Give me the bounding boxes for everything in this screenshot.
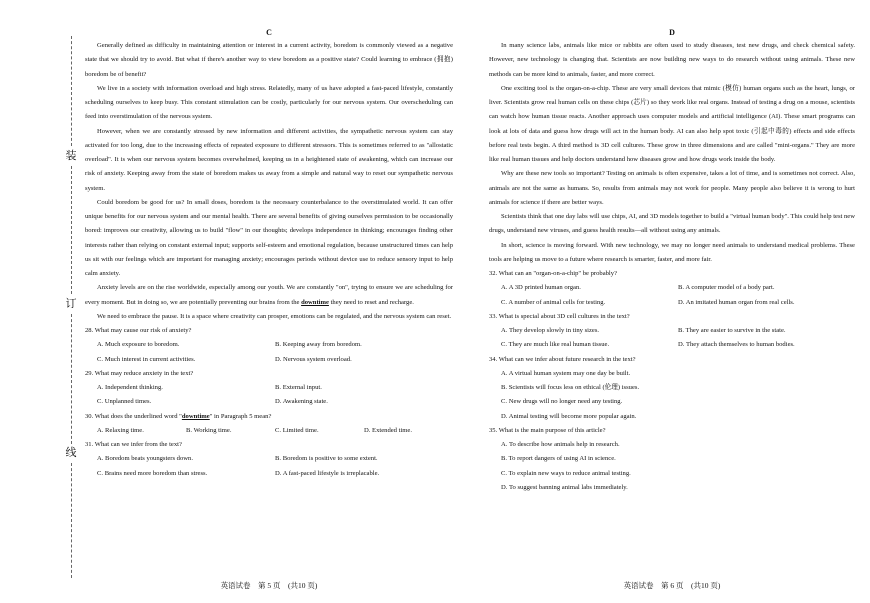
question-stem: 29. What may reduce anxiety in the text? [85,369,194,377]
option-c: C. Much interest in current activities. [97,355,196,363]
option-d: D. Nervous system overload. [275,355,352,363]
option-c: C. Limited time. [275,426,319,434]
question-32 [489,267,855,310]
option-b: B. External input. [275,384,322,391]
option-c: C. New drugs will no longer need any testing. [501,398,623,406]
question-stem: 32. What can an "organ-on-a-chip" be probably? [489,270,617,277]
passage-d-paragraph-4: Scientists think that one day labs will use chips, AI, and 3D models together to build a "virtual human body". This could help test new drugs, understand new viruses, and guess health results—all without using any animals. [489,213,855,235]
option-a: A. A virtual human system may one day be built. [501,369,631,377]
option-c: C. To explain new ways to reduce animal testing. [501,469,631,477]
question-stem: 28. What may cause our risk of anxiety? [85,327,192,334]
passage-d-paragraph-3: Why are these new tools so important? Testing on animals is often expensive, takes a lot of time, and is sometimes not correct. Also, animals are not the same as humans. So, results from animals may not work for people. Many people also believe it is wrong to hurt animals for science if there are better ways. [489,170,855,206]
option-d: D. To suggest banning animal labs immediately. [501,483,628,491]
option-c: C. Unplanned times. [97,398,152,406]
underlined-word-downtime: downtime [301,298,329,306]
option-b: B. A computer model of a body part. [678,284,775,292]
page-footer-6: 英语试卷 第 6 页 (共10 页) [623,581,721,590]
option-c: C. Brains need more boredom than stress. [97,469,208,477]
option-b: B. Keeping away from boredom. [275,341,362,349]
binding-dashed-line [71,314,72,444]
question-34 [489,353,855,424]
option-d: D. An imitated human organ from real cells. [678,298,795,306]
passage-c-paragraph-5 [85,281,453,310]
passage-heading-c: C [266,28,272,37]
question-stem: 33. What is special about 3D cell cultures in the text? [489,312,630,320]
binding-mark-xian: 线 [65,447,77,459]
question-30 [85,410,453,439]
stem-text: 30. What does the underlined word " [85,412,182,420]
passage-c-paragraph-2: We live in a society with information overload and high stress. Relatedly, many of us have adopted a fast-paced lifestyle, constantly scheduling ourselves to keep busy. This constant stimulation can be costly, particularly for our nervous system. Our overscheduling can feed into overstimulation of the nervous system. [85,84,453,121]
passage-heading-d: D [669,28,675,37]
passage-c-paragraph-1: Generally defined as difficulty in maintaining attention or interest in a current activity, boredom is commonly viewed as a negative state that we should try to avoid. But what if there's another way to view boredom as a positive state? Could learning to embrace (拥抱) boredom be of benefit? [85,42,453,78]
stem-text-end: " in Paragraph 5 mean? [209,412,272,420]
question-29 [85,367,453,410]
question-stem: 34. What can we infer about future research in the text? [489,355,636,363]
option-b: B. To report dangers of using AI in science. [501,455,616,463]
question-stem [85,410,453,424]
passage-d-paragraph-5: In short, science is moving forward. With new technology, we may no longer need animals to understand medical problems. These tools are helping us move to a future where research is smarter, faster, and more fair. [489,241,855,263]
option-d: D. Animal testing will become more popular again. [501,412,637,420]
option-a: A. Relaxing time. [97,426,144,434]
option-d: D. Extended time. [364,426,412,434]
binding-dashed-line [71,463,72,578]
passage-c-paragraph-4: Could boredom be good for us? In small doses, boredom is the necessary counterbalance to the overstimulated world. It can offer unique benefits for our nervous system and our mental health. There are several benefits of giving ourselves permission to be occasionally bored: improves our creativity, allowing us to build "flow" in our thoughts; develops independence in thinking; encourages finding other interests rather than relying on constant external input; supports self-esteem and emotional regulation, because unstructured times can help us sit with our feelings which are important for managing anxiety; encourages periods without device use to reduce sensory input to help calm anxiety. [85,198,453,277]
option-b: B. They are easier to survive in the state. [678,327,786,334]
binding-mark-ding: 订 [65,298,77,310]
option-c: C. They are much like real human tissue. [501,341,610,349]
question-31 [85,438,453,481]
binding-dashed-line [71,166,72,294]
option-b: B. Scientists will focus less on ethical (伦理) issues. [501,384,640,391]
page-footer-5: 英语试卷 第 5 页 (共10 页) [220,581,318,590]
option-c: C. A number of animal cells for testing. [501,298,606,306]
option-a: A. Independent thinking. [97,384,163,391]
paragraph-5-text: Anxiety levels are on the rise worldwide, especially among our youth. We are constantly "on", trying to ensure we are scheduling for every moment. But in doing so, we are potentially preventing our brains from the [85,284,453,306]
binding-dashed-line [71,36,72,146]
option-a: A. A 3D printed human organ. [501,284,581,292]
passage-d-paragraph-2: One exciting tool is the organ-on-a-chip. These are very small devices that mimic (模仿) human organs such as the heart, lungs, or liver. Scientists grow real human cells on these chips (芯片) so they work like real organs. Instead of testing a drug on a mouse, scientists can watch how human tissue reacts. Another approach uses computer models and artificial intelligence (AI). These smart programs can look at lots of data and guess how drugs will act in the human body. AI can also help spot toxic (引起中毒的) effects and side effects before real tests begin. A third method is 3D cell cultures. These grow in three dimensions and are called "mini-organs." They are more like real human tissues and help doctors understand how diseases grow and how drugs work inside the body. [489,84,855,163]
passage-c-paragraph-6: We need to embrace the pause. It is a space where creativity can prosper, emotions can be regulated, and the nervous system can reset. [97,312,452,320]
passage-c-paragraph-3: However, when we are constantly stressed by new information and different activities, the sympathetic nervous system can stay activated for too long, due to the increasing effects of repeated exposure to different stressors. This is sometimes referred to as "allostatic overload". It is when our nervous system becomes overwhelmed, keeping us in a heightened state of awakening, which can increase our risk of anxiety. Keeping away from the state of boredom makes us away from a simple and natural way to reset our sympathetic nervous system. [85,127,453,192]
page-5 [85,27,453,481]
question-33 [489,310,855,353]
binding-margin [0,0,80,603]
option-b: B. Working time. [186,426,232,434]
option-a: A. Boredom beats youngsters down. [97,455,193,463]
binding-mark-zhuang: 装 [65,150,77,162]
question-35 [489,424,855,495]
question-stem: 31. What can we infer from the text? [85,441,182,448]
underlined-word-downtime: downtime [181,412,210,420]
question-stem: 35. What is the main purpose of this article? [489,426,606,434]
question-28 [85,324,453,367]
paragraph-5-text-end: they need to reset and recharge. [328,298,414,306]
option-d: D. Awakening state. [275,398,328,406]
option-a: A. To describe how animals help in research. [501,441,620,448]
option-a: A. They develop slowly in tiny sizes. [501,327,600,334]
option-d: D. A fast-paced lifestyle is irreplacable. [275,469,380,477]
page-6 [489,27,855,495]
option-d: D. They attach themselves to human bodies. [678,341,795,349]
option-b: B. Boredom is positive to some extent. [275,455,378,463]
option-a: A. Much exposure to boredom. [97,341,180,349]
passage-d-paragraph-1: In many science labs, animals like mice or rabbits are often used to study diseases, test new drugs, and check chemical safety. However, new technology is changing that. Scientists are now building new ways to do research without using animals. These new methods can be more kind to animals, faster, and more correct. [489,42,855,78]
